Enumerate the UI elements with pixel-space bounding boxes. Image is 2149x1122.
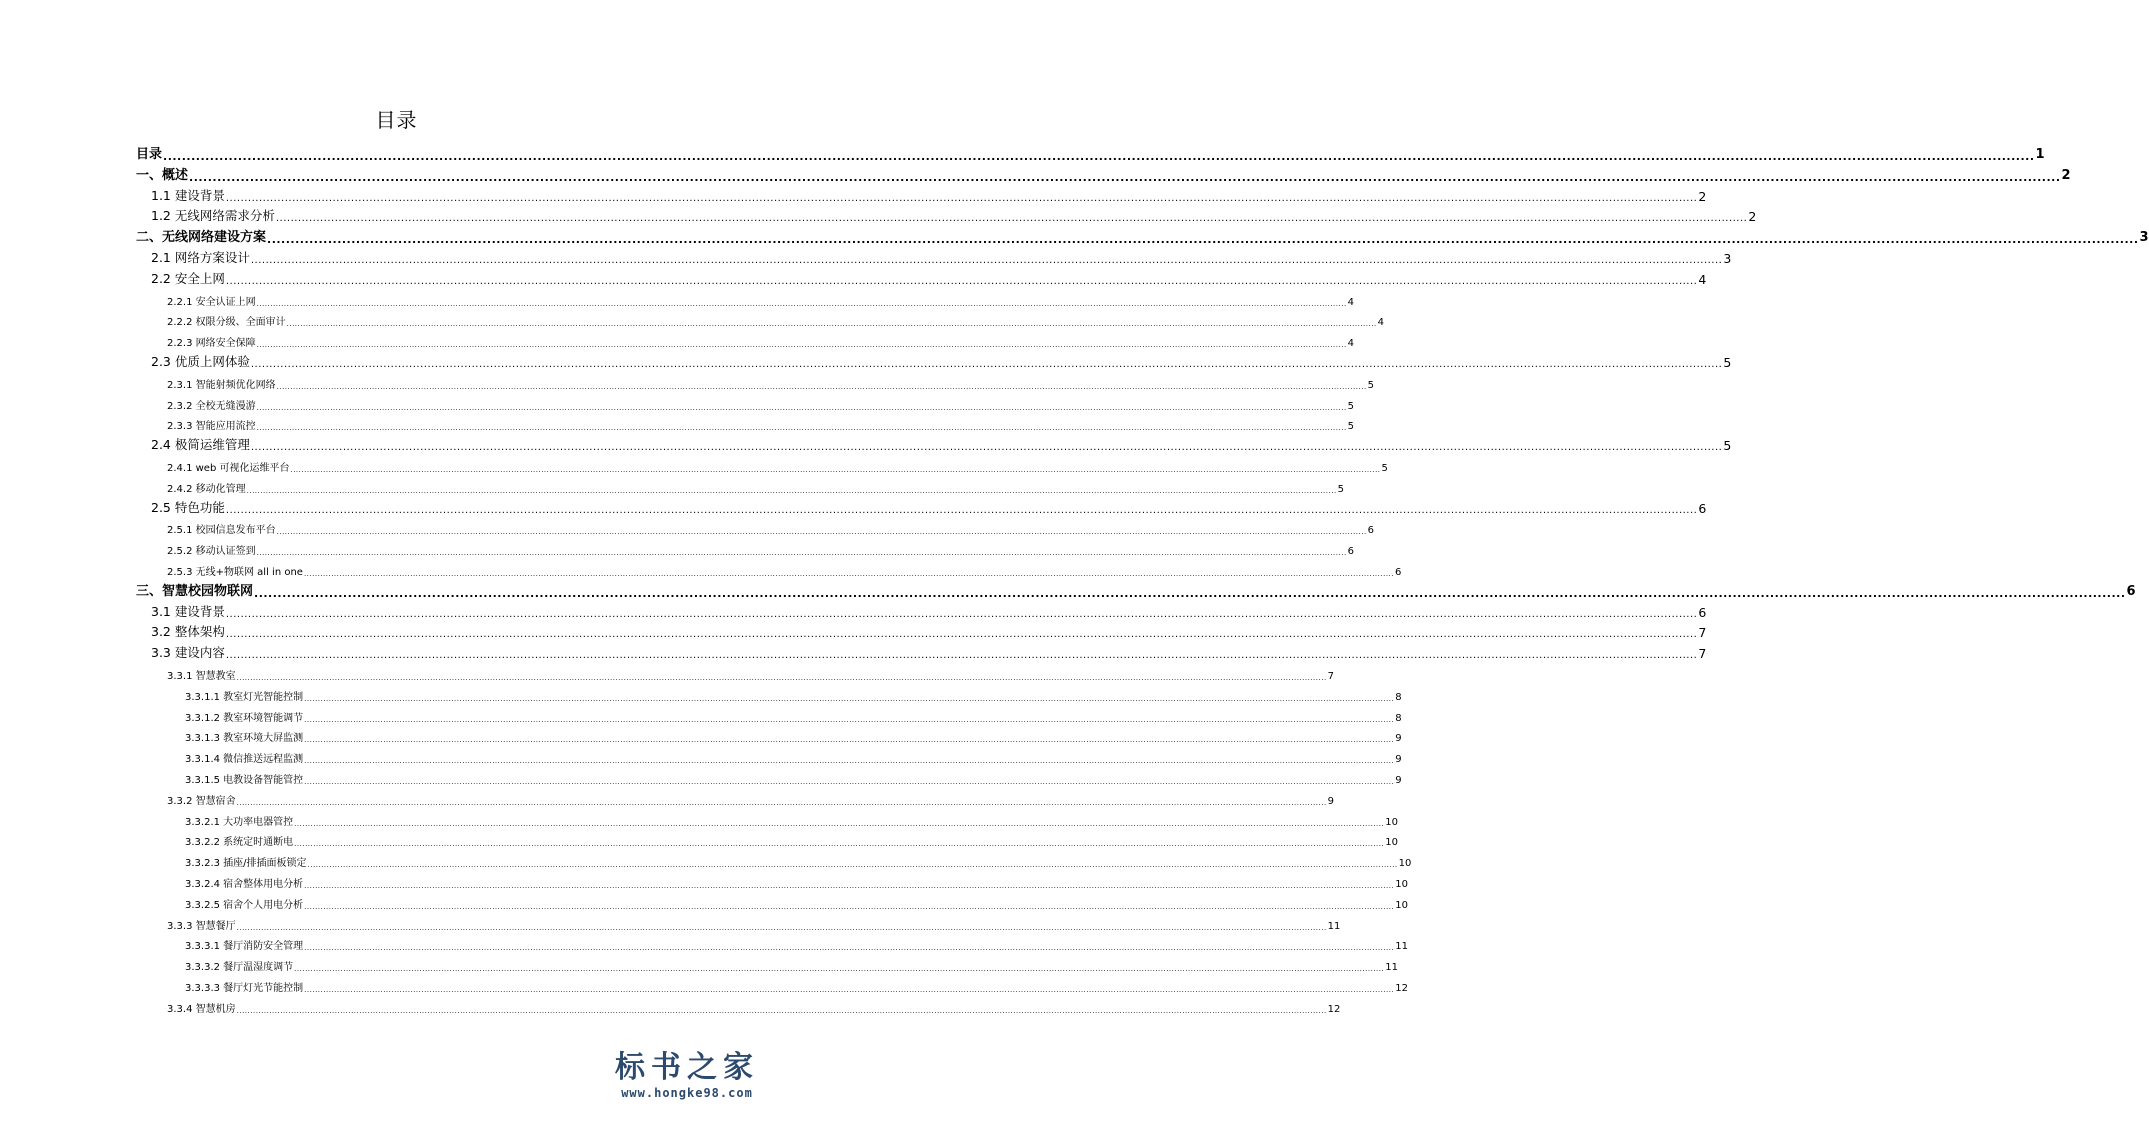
toc-page-number: 6	[1395, 567, 1402, 578]
toc-dot-leader: ................................................................................................................................................................................................................................................................................................................................................................................................................	[304, 902, 1395, 911]
toc-dot-leader: ................................................................................................................................................................................................................................................................................................................................................................................................................	[294, 840, 1385, 849]
toc-entry[interactable]	[167, 995, 1341, 1015]
toc-page-number: 11	[1327, 920, 1341, 932]
toc-entry[interactable]	[167, 329, 1355, 350]
toc-page-number: 4	[1377, 317, 1385, 329]
toc-dot-leader: ................................................................................................................................................................................................................................................................................................................................................................................................................	[163, 150, 2035, 163]
toc-dot-leader: ................................................................................................................................................................................................................................................................................................................................................................................................................	[225, 192, 1698, 204]
toc-page-number: 7	[1698, 625, 1707, 641]
toc-entry[interactable]	[151, 184, 1707, 204]
toc-page-number: 5	[1347, 400, 1355, 412]
toc-entry[interactable]	[167, 392, 1355, 412]
toc-entry[interactable]	[167, 662, 1335, 682]
toc-page-number: 10	[1385, 837, 1398, 849]
toc-dot-leader: ................................................................................................................................................................................................................................................................................................................................................................................................................	[294, 819, 1385, 828]
toc-entry-label: 二、无线网络建设方案	[136, 230, 267, 246]
toc-dot-leader: ................................................................................................................................................................................................................................................................................................................................................................................................................	[304, 986, 1395, 994]
toc-dot-leader: ................................................................................................................................................................................................................................................................................................................................................................................................................	[307, 861, 1398, 870]
toc-entry-label: 3.3.1.1 教室灯光智能控制	[185, 691, 304, 703]
toc-entry-label: 2.4.1 web 可视化运维平台	[167, 463, 290, 474]
toc-entry-label: 2.2.1 安全认证上网	[167, 296, 256, 308]
toc-entry[interactable]	[167, 787, 1335, 807]
toc-dot-leader: ................................................................................................................................................................................................................................................................................................................................................................................................................	[250, 359, 1723, 370]
toc-entry-label: 2.5 特色功能	[151, 499, 225, 515]
toc-page-number: 12	[1327, 1003, 1341, 1015]
toc-page-number: 2	[1748, 209, 1757, 225]
toc-entry-label: 3.3.2 智慧宿舍	[167, 795, 236, 807]
watermark-url: www.hongke98.com	[621, 1086, 753, 1100]
toc-dot-leader: ................................................................................................................................................................................................................................................................................................................................................................................................................	[256, 299, 1347, 308]
toc-entry-label: 3.3.3 智慧餐厅	[167, 920, 236, 932]
toc-page-number: 7	[1698, 646, 1707, 662]
toc-page-number: 12	[1395, 983, 1408, 994]
toc-dot-leader: ................................................................................................................................................................................................................................................................................................................................................................................................................	[304, 736, 1395, 745]
toc-page-number: 9	[1327, 795, 1335, 807]
toc-page-number: 3	[2139, 230, 2149, 246]
toc-dot-leader: ................................................................................................................................................................................................................................................................................................................................................................................................................	[256, 424, 1347, 433]
toc-entry[interactable]	[151, 620, 1707, 641]
toc-entry-label: 2.2.2 权限分级、全面审计	[167, 317, 286, 329]
toc-dot-leader: ................................................................................................................................................................................................................................................................................................................................................................................................................	[236, 674, 1327, 682]
toc-page-number: 10	[1385, 816, 1398, 828]
toc-entry[interactable]	[167, 558, 1402, 578]
toc-entry[interactable]	[185, 849, 1412, 870]
toc-entry-label: 2.3 优质上网体验	[151, 354, 250, 369]
toc-entry-label: 2.3.2 全校无缝漫游	[167, 400, 256, 412]
toc-entry-label: 三、智慧校园物联网	[136, 583, 254, 599]
toc-dot-leader: ................................................................................................................................................................................................................................................................................................................................................................................................................	[236, 798, 1327, 807]
watermark-text: 标书之家	[615, 1050, 759, 1085]
toc-entry-label: 3.3.2.2 系统定时通断电	[185, 837, 294, 849]
toc-entry-label: 3.3 建设内容	[151, 645, 225, 661]
toc-entry-label: 3.3.1.5 电教设备智能管控	[185, 775, 304, 786]
toc-entry-label: 2.2 安全上网	[151, 270, 225, 286]
toc-entry-label: 2.1 网络方案设计	[151, 250, 250, 265]
toc-entry[interactable]	[136, 225, 2149, 247]
toc-entry[interactable]	[151, 600, 1707, 620]
toc-page-number: 7	[1327, 671, 1335, 682]
toc-entry-label: 2.3.3 智能应用流控	[167, 421, 256, 433]
toc-dot-leader: ................................................................................................................................................................................................................................................................................................................................................................................................................	[286, 320, 1377, 329]
toc-page-number: 10	[1398, 858, 1412, 870]
toc-dot-leader: ................................................................................................................................................................................................................................................................................................................................................................................................................	[250, 442, 1723, 454]
toc-entry[interactable]	[185, 745, 1402, 766]
toc-entry-label: 3.3.3.2 餐厅温湿度调节	[185, 962, 294, 974]
toc-entry[interactable]	[185, 808, 1398, 828]
toc-entry[interactable]	[151, 246, 1732, 266]
toc-entry[interactable]	[185, 828, 1398, 849]
toc-dot-leader: ................................................................................................................................................................................................................................................................................................................................................................................................................	[304, 944, 1395, 953]
toc-entry[interactable]	[136, 163, 2071, 184]
toc-dot-leader: ................................................................................................................................................................................................................................................................................................................................................................................................................	[275, 213, 1748, 225]
toc-entry-label: 1.1 建设背景	[151, 187, 225, 203]
toc-dot-leader: ................................................................................................................................................................................................................................................................................................................................................................................................................	[304, 882, 1395, 890]
toc-page-number: 8	[1395, 712, 1402, 724]
toc-entry-label: 2.5.2 移动认证签到	[167, 546, 256, 558]
toc-dot-leader: ................................................................................................................................................................................................................................................................................................................................................................................................................	[225, 275, 1698, 287]
toc-entry[interactable]	[167, 454, 1388, 474]
toc-dot-leader: ................................................................................................................................................................................................................................................................................................................................................................................................................	[276, 382, 1367, 391]
toc-entry[interactable]	[151, 641, 1707, 662]
toc-page-number: 5	[1337, 483, 1345, 495]
toc-entry[interactable]	[167, 475, 1345, 495]
toc-dot-leader: ................................................................................................................................................................................................................................................................................................................................................................................................................	[294, 965, 1385, 974]
toc-page-number: 5	[1347, 421, 1355, 433]
toc-page-number: 10	[1395, 899, 1408, 911]
toc-page-number: 5	[1723, 438, 1732, 454]
toc-page-number: 6	[1698, 604, 1707, 620]
toc-entry-label: 2.3.1 智能射频优化网络	[167, 379, 276, 391]
toc-page-number: 9	[1395, 754, 1402, 766]
toc-page-number: 6	[2126, 583, 2136, 599]
toc-entry[interactable]	[185, 683, 1402, 703]
toc-entry[interactable]	[167, 537, 1355, 558]
toc-entry[interactable]	[151, 433, 1732, 454]
toc-entry-label: 2.4 极简运维管理	[151, 437, 250, 453]
toc-entry[interactable]	[167, 371, 1375, 391]
toc-dot-leader: ................................................................................................................................................................................................................................................................................................................................................................................................................	[236, 923, 1327, 932]
toc-entry-label: 1.2 无线网络需求分析	[151, 208, 275, 224]
toc-entry-label: 2.2.3 网络安全保障	[167, 338, 256, 350]
toc-dot-leader: ................................................................................................................................................................................................................................................................................................................................................................................................................	[304, 757, 1395, 766]
toc-dot-leader: ................................................................................................................................................................................................................................................................................................................................................................................................................	[267, 233, 2139, 247]
toc-entry-label: 3.3.2.4 宿舍整体用电分析	[185, 879, 304, 890]
toc-page-number: 6	[1698, 500, 1707, 516]
toc-entry-label: 3.3.1.3 教室环境大屏监测	[185, 733, 304, 745]
toc-page-number: 5	[1367, 379, 1375, 391]
toc-entry-label: 3.3.2.5 宿舍个人用电分析	[185, 899, 304, 911]
toc-entry-label: 目录	[136, 147, 163, 162]
toc-dot-leader: ................................................................................................................................................................................................................................................................................................................................................................................................................	[304, 715, 1395, 724]
toc-dot-leader: ................................................................................................................................................................................................................................................................................................................................................................................................................	[290, 466, 1381, 474]
toc-entry-label: 3.3.3.1 餐厅消防安全管理	[185, 941, 304, 953]
toc-page-number: 11	[1385, 962, 1398, 974]
toc-page-number: 10	[1395, 879, 1408, 890]
toc-page-number: 11	[1395, 941, 1408, 953]
toc-dot-leader: ................................................................................................................................................................................................................................................................................................................................................................................................................	[236, 1006, 1327, 1015]
toc-entry[interactable]	[185, 724, 1402, 745]
toc-entry-label: 3.3.2.1 大功率电器管控	[185, 816, 294, 828]
toc-entry[interactable]	[151, 204, 1757, 225]
toc-page-number: 4	[1347, 296, 1355, 308]
toc-dot-leader: ................................................................................................................................................................................................................................................................................................................................................................................................................	[189, 170, 2061, 184]
toc-entry[interactable]	[185, 974, 1408, 994]
toc-entry[interactable]	[151, 496, 1707, 516]
toc-page-number: 2	[1698, 188, 1707, 204]
toc-title: 目录	[375, 108, 418, 132]
toc-entry[interactable]	[136, 579, 2136, 600]
toc-entry[interactable]	[185, 766, 1402, 786]
toc-entry-label: 3.3.4 智慧机房	[167, 1003, 236, 1015]
toc-dot-leader: ................................................................................................................................................................................................................................................................................................................................................................................................................	[254, 586, 2126, 600]
toc-page-number: 3	[1723, 251, 1732, 266]
toc-entry-label: 3.3.1 智慧教室	[167, 671, 236, 682]
toc-entry-label: 3.3.1.4 微信推送远程监测	[185, 754, 304, 766]
toc-page-number: 4	[1698, 271, 1707, 287]
toc-page-number: 5	[1723, 355, 1732, 370]
toc-entry[interactable]	[167, 308, 1385, 329]
toc-entry-label: 一、概述	[136, 167, 189, 183]
toc-entry[interactable]	[185, 704, 1402, 724]
toc-page-number: 4	[1347, 338, 1355, 350]
toc-page-number: 9	[1395, 733, 1402, 745]
toc-entry-label: 3.3.1.2 教室环境智能调节	[185, 712, 304, 724]
toc-dot-leader: ................................................................................................................................................................................................................................................................................................................................................................................................................	[225, 608, 1698, 620]
toc-entry[interactable]	[167, 516, 1375, 537]
toc-entry[interactable]	[151, 350, 1732, 370]
toc-page-number: 8	[1395, 691, 1402, 703]
toc-dot-leader: ................................................................................................................................................................................................................................................................................................................................................................................................................	[225, 504, 1698, 516]
toc-dot-leader: ................................................................................................................................................................................................................................................................................................................................................................................................................	[225, 629, 1698, 641]
toc-page-number: 1	[2035, 147, 2045, 162]
toc-dot-leader: ................................................................................................................................................................................................................................................................................................................................................................................................................	[304, 778, 1395, 786]
toc-entry-label: 2.5.1 校园信息发布平台	[167, 525, 276, 537]
toc-entry-label: 3.3.3.3 餐厅灯光节能控制	[185, 983, 304, 994]
toc-entry-label: 3.1 建设背景	[151, 603, 225, 619]
toc-dot-leader: ................................................................................................................................................................................................................................................................................................................................................................................................................	[256, 549, 1347, 558]
toc-entry-label: 2.4.2 移动化管理	[167, 483, 246, 495]
toc-dot-leader: ................................................................................................................................................................................................................................................................................................................................................................................................................	[256, 403, 1347, 412]
toc-entry[interactable]	[151, 267, 1707, 287]
toc-entry[interactable]	[185, 870, 1408, 890]
toc-entry-label: 3.3.2.3 插座/排插面板锁定	[185, 858, 307, 870]
toc-entry[interactable]	[185, 891, 1408, 911]
toc-page-number: 5	[1381, 463, 1388, 474]
toc-dot-leader: ................................................................................................................................................................................................................................................................................................................................................................................................................	[250, 255, 1723, 266]
toc-entry[interactable]	[136, 142, 2045, 163]
toc-entry[interactable]	[185, 932, 1408, 953]
toc-entry-label: 3.2 整体架构	[151, 624, 225, 640]
toc-entry[interactable]	[167, 288, 1355, 308]
toc-dot-leader: ................................................................................................................................................................................................................................................................................................................................................................................................................	[276, 528, 1367, 537]
toc-dot-leader: ................................................................................................................................................................................................................................................................................................................................................................................................................	[303, 570, 1394, 578]
toc-page-number: 9	[1395, 775, 1402, 786]
toc-entry-label: 2.5.3 无线+物联网 all in one	[167, 567, 303, 578]
toc-page-number: 6	[1347, 546, 1355, 558]
toc-dot-leader: ................................................................................................................................................................................................................................................................................................................................................................................................................	[256, 341, 1347, 350]
toc-entry[interactable]	[167, 412, 1355, 433]
toc-page-number: 2	[2061, 167, 2071, 183]
toc-dot-leader: ................................................................................................................................................................................................................................................................................................................................................................................................................	[246, 486, 1337, 495]
toc-page-number: 6	[1367, 525, 1375, 537]
toc-entry[interactable]	[185, 953, 1398, 974]
toc-entry[interactable]	[167, 912, 1341, 932]
toc-dot-leader: ................................................................................................................................................................................................................................................................................................................................................................................................................	[304, 694, 1395, 703]
toc-dot-leader: ................................................................................................................................................................................................................................................................................................................................................................................................................	[225, 650, 1698, 662]
watermark-logo	[597, 1042, 777, 1112]
